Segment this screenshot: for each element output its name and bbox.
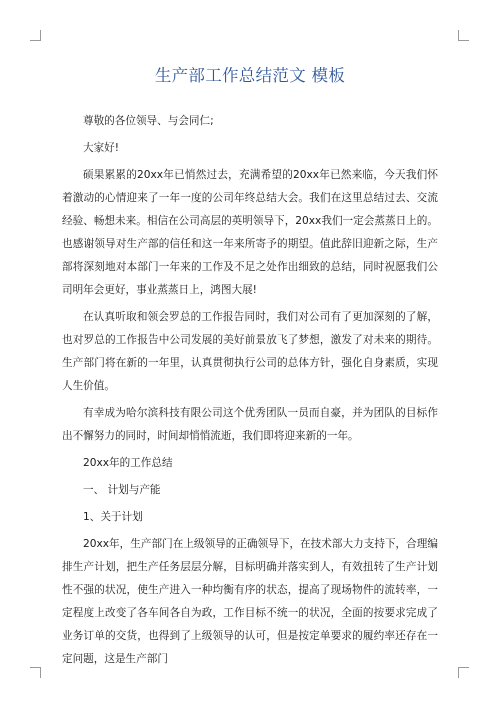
greeting: 大家好! — [83, 142, 120, 154]
salutation: 尊敬的各位领导、与会同仁; — [83, 115, 214, 127]
paragraph-report: 在认真听取和领会罗总的工作报告同时，我们对公司有了更加深刻的了解，也对罗总的工作报告中公司发展的美好前景放飞了梦想，激发了对未来的期待。生产部门将在新的一年里，认真贯彻执行公司的总体方针，强化自身素质，实现人生价值。 — [62, 311, 438, 392]
document-title: 生产部工作总结范文 模板 — [154, 66, 346, 85]
paragraph-plan: 20xx年，生产部门在上级领导的正确领导下，在技术部大力支持下，合理编排生产计划，把生产任务层层分解，目标明确并落实到人，有效扭转了生产计划性不强的状况，使生产进入一种均衡有序的状态，提高了现场物件的流转率，一定程度上改变了各车间各自为政，工作目标不统一的状况，全面的按要求完成了业务订单的交货，也得到了上级领导的认可，但是按定单要求的履约率还存在一定问题，这是生产部门 — [62, 538, 438, 665]
paragraph-team: 有幸成为哈尔滨科技有限公司这个优秀团队一员而自豪，并为团队的目标作出不懈努力的同时，时间却悄悄流逝，我们即将迎来新的一年。 — [62, 407, 438, 442]
paragraph-intro: 硕果累累的20xx年已悄然过去，充满希望的20xx年已然来临，今天我们怀着激动的心情迎来了一年一度的公司年终总结大会。我们在这里总结过去、交流经验、畅想未来。相信在公司高层的英明领导下，20xx我们一定会蒸蒸日上的。也感谢领导对生产部的信任和这一年来所寄予的期望。值此辞旧迎新之际，生产部将深刻地对本部门一年来的工作及不足之处作出细致的总结，同时祝愿我们公司明年会更好，事业蒸蒸日上，鸿图大展! — [62, 169, 438, 296]
crop-mark-bottom-left — [30, 667, 41, 678]
section-heading: 20xx年的工作总结 — [83, 457, 173, 469]
subsection-heading: 一、 计划与产能 — [83, 484, 161, 496]
crop-mark-top-left — [30, 30, 41, 41]
item-heading: 1、关于计划 — [83, 511, 143, 523]
document-body — [62, 110, 438, 671]
crop-mark-top-right — [458, 30, 469, 41]
crop-mark-bottom-right — [458, 667, 469, 678]
